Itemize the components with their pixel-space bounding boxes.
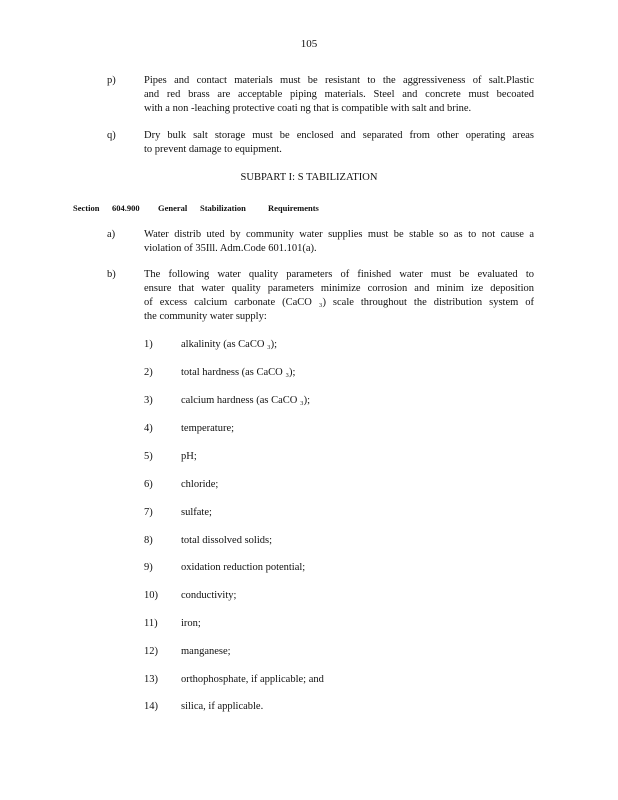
list-item-number: 2) — [144, 367, 153, 378]
item-text-a — [144, 228, 534, 256]
subpart-heading: SUBPART I: S TABILIZATION — [240, 172, 378, 183]
text-line: of excess calcium carbonate (CaCO ₃) scale throughout the distribution system of — [144, 297, 534, 308]
list-item-number: 8) — [144, 535, 153, 546]
text-line: the community water supply: — [144, 311, 267, 322]
text-line: with a non -leaching protective coati ng that is compatible with salt and brine. — [144, 103, 472, 114]
list-item-text: temperature; — [181, 423, 235, 434]
list-item-number: 9) — [144, 562, 153, 573]
list-item-text: alkalinity (as CaCO ₃); — [181, 339, 278, 350]
item-label-a: a) — [107, 229, 116, 240]
list-item-number: 10) — [144, 590, 158, 601]
list-item-text: conductivity; — [181, 590, 237, 601]
list-item-text: pH; — [181, 451, 197, 462]
text-line: and red brass are acceptable piping materials. Steel and concrete must becoated — [144, 89, 534, 100]
list-item-text: sulfate; — [181, 507, 212, 518]
list-item-text: calcium hardness (as CaCO ₃); — [181, 395, 311, 406]
item-label-b: b) — [107, 269, 116, 280]
section-title-word-3: Requirements — [268, 203, 319, 213]
section-title-word-1: General — [158, 203, 188, 213]
text-line: The following water quality parameters of finished water must be evaluated to — [144, 269, 534, 280]
list-item-text: total dissolved solids; — [181, 535, 273, 546]
item-label-p: p) — [107, 75, 116, 86]
item-text-p — [144, 74, 534, 116]
text-line: Dry bulk salt storage must be enclosed and separated from other operating areas — [144, 130, 534, 141]
text-line: to prevent damage to equipment. — [144, 144, 282, 155]
list-item-number: 1) — [144, 339, 153, 350]
list-item-number: 5) — [144, 451, 153, 462]
section-number: 604.900 — [112, 203, 140, 213]
item-text-q — [144, 129, 534, 157]
list-item-text: silica, if applicable. — [181, 701, 264, 712]
page-number: 105 — [300, 38, 318, 50]
list-item-number: 7) — [144, 507, 153, 518]
list-item-text: orthophosphate, if applicable; and — [181, 674, 324, 685]
list-item-number: 11) — [144, 618, 158, 629]
section-title-word-2: Stabilization — [200, 203, 246, 213]
list-item-number: 6) — [144, 479, 153, 490]
list-item-text: iron; — [181, 618, 201, 629]
list-item-text: manganese; — [181, 646, 231, 657]
list-item-number: 13) — [144, 674, 158, 685]
list-item-text: oxidation reduction potential; — [181, 562, 306, 573]
text-line: violation of 35Ill. Adm.Code 601.101(a). — [144, 243, 317, 254]
list-item-text: total hardness (as CaCO ₃); — [181, 367, 296, 378]
text-line: Pipes and contact materials must be resistant to the aggressiveness of salt.Plastic — [144, 75, 534, 86]
list-item-number: 12) — [144, 646, 158, 657]
item-text-b — [144, 268, 534, 324]
list-item-number: 14) — [144, 701, 158, 712]
text-line: Water distrib uted by community water supplies must be stable so as to not cause a — [144, 229, 534, 240]
item-label-q: q) — [107, 130, 116, 141]
list-item-number: 3) — [144, 395, 153, 406]
text-line: ensure that water quality parameters minimize corrosion and minim ize deposition — [144, 283, 534, 294]
list-item-number: 4) — [144, 423, 153, 434]
list-item-text: chloride; — [181, 479, 219, 490]
section-word: Section — [73, 203, 100, 213]
